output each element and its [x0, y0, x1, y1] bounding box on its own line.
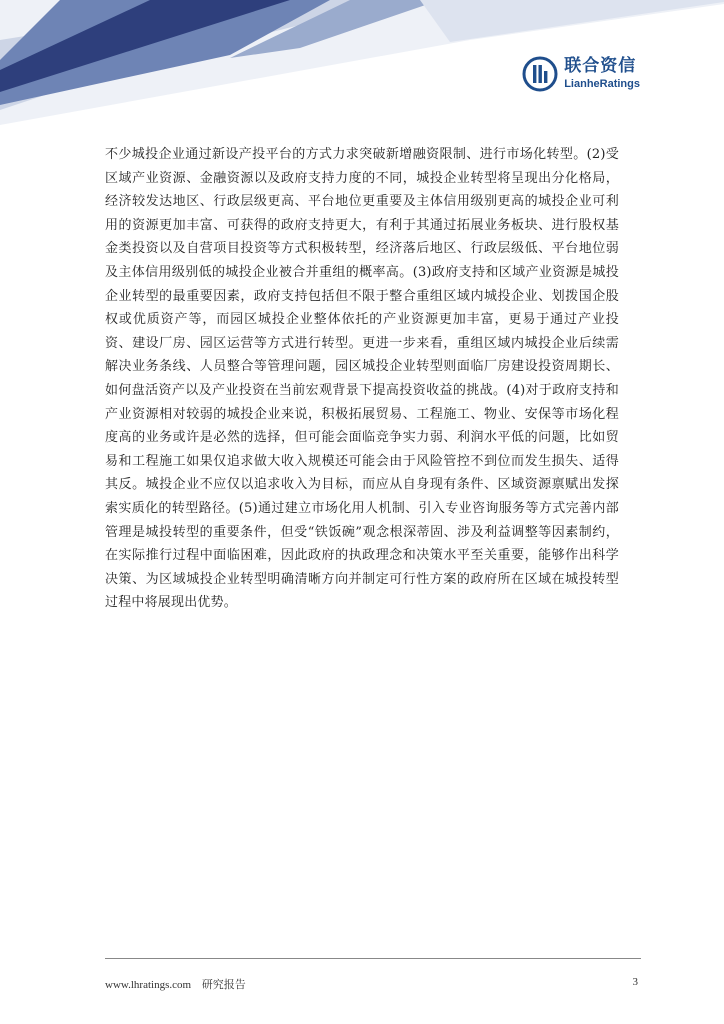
lianhe-logo-icon [522, 56, 558, 92]
page-number: 3 [632, 976, 638, 988]
lianhe-logo [522, 56, 640, 92]
footer-divider [105, 958, 641, 959]
body-paragraph: 不少城投企业通过新设产投平台的方式力求突破新增融资限制、进行市场化转型。(2)受区域产业资源、金融资源以及政府支持力度的不同，城投企业转型将呈现出分化格局，经济较发达地区、行政层级更高、平台地位更重要及主体信用级别更高的城投企业可利用的资源更加丰富、可获得的政府支持更大，有利于其通过拓展业务板块、进行股权基金类投资以及自营项目投资等方式积极转型，经济落后地区、行政层级低、平台地位弱及主体信用级别低的城投企业被合并重组的概率高。(3)政府支持和区域产业资源是城投企业转型的最重要因素，政府支持包括但不限于整合重组区域内城投企业、划拨国企股权或优质资产等，而园区城投企业整体依托的产业资源更加丰富，更易于通过产业投资、建设厂房、园区运营等方式进行转型。更进一步来看，重组区域内城投企业后续需解决业务条线、人员整合等管理问题，园区城投企业转型则面临厂房建设投资周期长、如何盘活资产以及产业投资在当前宏观背景下提高投资收益的挑战。(4)对于政府支持和产业资源相对较弱的城投企业来说，积极拓展贸易、工程施工、物业、安保等市场化程度高的业务或许是必然的选择，但可能会面临竞争实力弱、利润水平低的问题，比如贸易和工程施工如果仅追求做大收入规模还可能会由于风险管控不到位而发生损失、适得其反。城投企业不应仅以追求收入为目标，而应从自身现有条件、区域资源禀赋出发探索实质化的转型路径。(5)通过建立市场化用人机制、引入专业咨询服务等方式完善内部管理是城投转型的重要条件，但受“铁饭碗”观念根深蒂固、涉及利益调整等因素制约，在实际推行过程中面临困难，因此政府的执政理念和决策水平至关重要，能够作出科学决策、为区域城投企业转型明确清晰方向并制定可行性方案的政府所在区域在城投转型过程中将展现出优势。 [105, 147, 619, 611]
footer-report-type: 研究报告 [201, 979, 246, 991]
logo-chinese-name: 联合资信 [564, 56, 637, 76]
footer-info [105, 976, 246, 992]
logo-english-name: LianheRatings [564, 78, 640, 90]
footer-website-link[interactable]: www.lhratings.com [105, 979, 192, 991]
